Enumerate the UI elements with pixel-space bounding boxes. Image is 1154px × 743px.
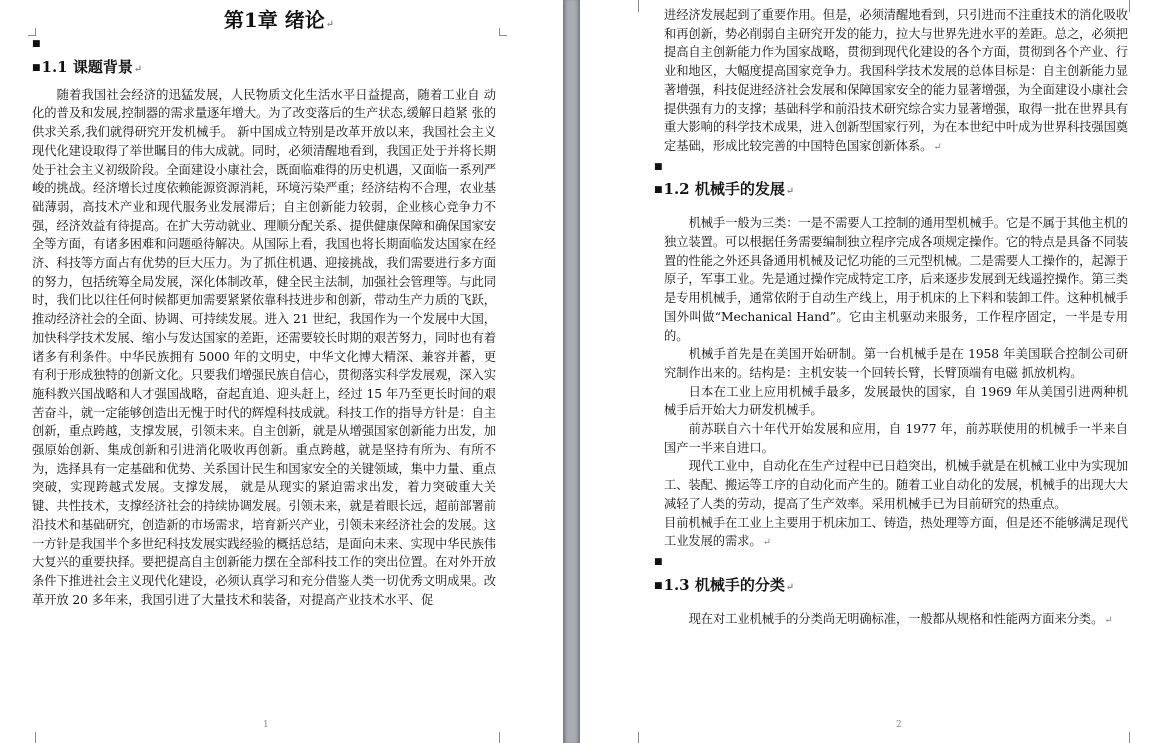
page-1-body: [32, 0, 496, 609]
page-gap: [563, 0, 580, 743]
bullet-marker-icon: ■: [654, 185, 663, 196]
crop-mark: [35, 732, 36, 743]
crop-mark: [638, 0, 639, 12]
return-mark-icon: ↵: [933, 141, 942, 153]
page-number: 2: [896, 720, 902, 730]
crop-mark: [499, 35, 507, 36]
body-paragraph: [664, 610, 1128, 631]
body-paragraph: [664, 214, 1128, 345]
section-heading: [654, 176, 1128, 202]
chapter-title-text: 第1章 绪论: [223, 8, 325, 32]
return-mark-icon: ↵: [785, 581, 795, 593]
bullet-marker-icon: ■: [654, 580, 663, 591]
paragraph-text: 进经济发展起到了重要作用。但是，必须清醒地看到，只引进而不注重技术的消化吸收和再创新，势必削弱自主研究开发的能力，拉大与世界先进水平的差距。总之，必须把提高自主创新能力作为国家战略，贯彻到现代化建设的各个方面，贯彻到各个产业、行业和地区，大幅度提高国家竞争力。我国科学技术发展的总体目标是：自主创新能力显著增强，科技促进经济社会发展和保障国家安全的能力显著增强，为全面建设小康社会提供强有力的支撑；基础科学和前沿技术研究综合实力显著增强，取得一批在世界具有重大影响的科学技术成果，进入创新型国家行列，为在本世纪中叶成为世界科技强国奠定基础，形成比较完善的中国特色国家创新体系。: [664, 8, 1128, 153]
empty-paragraph: [32, 35, 496, 54]
return-mark-icon: ↵: [133, 63, 143, 75]
return-mark-icon: ↵: [785, 186, 795, 198]
body-paragraph: [664, 345, 1128, 382]
chapter-title: [32, 5, 496, 35]
empty-paragraph: [654, 158, 1128, 177]
crop-mark: [1129, 732, 1130, 743]
body-paragraph: [664, 6, 1128, 158]
return-mark-icon: ↵: [1104, 614, 1113, 626]
paragraph-text: 机械手一般为三类：一是不需要人工控制的通用型机械手。它是不属于其他主机的独立装置。可以根据任务需要编制独立程序完成各项规定操作。它的特点是具备不同装置的性能之外还具备通用机械及记忆功能的三元型机械。二是需要人工操作的，起源于原子，军事工业。先是通过操作完成特定工序，后来逐步发展到无线遥控操作。第三类是专用机械手，通常依附于自动生产线上，用于机床的上下料和装卸工件。这种机械手国外叫做“Mechanical Hand”。它由主机驱动来服务，工作程序固定，一半是专用的。: [664, 216, 1128, 343]
section-heading-text: 1.2 机械手的发展: [663, 180, 785, 199]
paragraph-text: 现代工业中，自动化在生产过程中已日趋突出，机械手就是在机械工业中为实现加工、装配、搬运等工序的自动化而产生的。随着工业自动化的发展，机械手的出现大大减轻了人类的劳动，提高了生产效率。采用机械手已为目前研究的热重点。: [664, 459, 1128, 511]
crop-mark: [638, 732, 639, 743]
page-number: 1: [263, 720, 269, 730]
document-page-1: [0, 0, 563, 743]
empty-paragraph: [654, 553, 1128, 572]
paragraph-text: 目前机械手在工业上主要用于机床加工、铸造，热处理等方面，但是还不能够满足现代工业发展的需求。: [664, 515, 1128, 549]
section-heading: [654, 572, 1128, 598]
body-paragraph: [32, 86, 496, 610]
bullet-marker-icon: ■: [654, 556, 663, 567]
body-paragraph: [664, 514, 1128, 553]
crop-mark: [499, 732, 500, 743]
body-paragraph: [664, 420, 1128, 457]
section-heading-text: 1.3 机械手的分类: [663, 575, 785, 594]
return-mark-icon: ↵: [325, 19, 335, 30]
document-page-2: [580, 0, 1154, 743]
bullet-marker-icon: ■: [32, 39, 41, 49]
return-mark-icon: ↵: [762, 537, 771, 549]
body-paragraph: [664, 383, 1128, 420]
page-2-body: [654, 0, 1128, 630]
bullet-marker-icon: ■: [32, 62, 41, 73]
paragraph-text: 日本在工业上应用机械手最多，发展最快的国家，自 1969 年从美国引进两种机械手后开始大力研发机械手。: [664, 384, 1128, 418]
bullet-marker-icon: ■: [654, 161, 663, 172]
body-paragraph: [664, 457, 1128, 513]
paragraph-text: 现在对工业机械手的分类尚无明确标准，一般都从规格和性能两方面来分类。: [688, 611, 1104, 626]
section-heading: [32, 54, 496, 80]
paragraph-text: 机械手首先是在美国开始研制。第一台机械手是在 1958 年美国联合控制公司研究制作出来的。结构是：主机安装一个回转长臂，长臂顶端有电磁 抓放机构。: [664, 347, 1128, 380]
crop-mark: [1129, 0, 1130, 12]
paragraph-text: 前苏联自六十年代开始发展和应用，自 1977 年，前苏联使用的机械手一半来自国产一半来自进口。: [664, 422, 1128, 455]
section-heading-text: 1.1 课题背景: [41, 57, 133, 76]
paragraph-text: 随着我国社会经济的迅猛发展，人民物质文化生活水平日益提高，随着工业自 动化的普及和发展,控制器的需求量逐年增大。为了改变落后的生产状态,缓解日趋紧 张的供求关系,我们就得研究开发机械手。 新中国成立特别是改革开放以来，我国社会主义现代化建设取得了举世瞩目的伟大成就。同时，必须清醒地看到，我国正处于并将长期处于社会主义初级阶段。全面建设小康社会，既面临难得的历史机遇，又面临一系列严峻的挑战。经济增长过度依赖能源资源消耗，环境污染严重；经济结构不合理，农业基础薄弱，高技术产业和现代服务业发展滞后；自主创新能力较弱，企业核心竞争力不强，经济效益有待提高。在扩大劳动就业、理顺分配关系、提供健康保障和确保国家安全等方面，有诸多困难和问题亟待解决。从国际上看，我国也将长期面临发达国家在经济、科技等方面占有优势的巨大压力。为了抓住机遇、迎接挑战，我们需要进行多方面的努力，包括统筹全局发展，深化体制改革，健全民主法制，加强社会管理等。与此同时，我们比以往任何时候都更加需要紧紧依靠科技进步和创新，带动生产力质的飞跃，推动经济社会的全面、协调、可持续发展。进入 21 世纪，我国作为一个发展中大国，加快科学技术发展、缩小与发达国家的差距，还需要较长时期的艰苦努力，同时也有着诸多有利条件。中华民族拥有 5000 年的文明史，中华文化博大精深、兼容并蓄，更有利于形成独特的创新文化。只要我们增强民族自信心，贯彻落实科学发展观，深入实施科教兴国战略和人才强国战略，奋起直追、迎头赶上，经过 15 年乃至更长时间的艰苦奋斗，就一定能够创造出无愧于时代的辉煌科技成就。科技工作的指导方针是：自主创新，重点跨越，支撑发展，引领未来。自主创新，就是从增强国家创新能力出发，加强原始创新、集成创新和引进消化吸收再创新。重点跨越，就是坚持有所为、有所不为，选择具有一定基础和优势、关系国计民生和国家安全的关键领域，集中力量、重点突破，实现跨越式发展。支撑发展， 就是从现实的紧迫需求出发，着力突破重大关键、共性技术，支撑经济社会的持续协调发展。引领未来，就是着眼长远，超前部署前沿技术和基础研究，创造新的市场需求，培育新兴产业，引领未来经济社会的发展。这一方针是我国半个多世纪科技发展实践经验的概括总结，是面向未来、实现中华民族伟大复兴的重要抉择。要把提高自主创新能力摆在全部科技工作的突出位置。在对外开放条件下推进社会主义现代化建设，必须认真学习和充分借鉴人类一切优秀文明成果。改革开放 20 多年来，我国引进了大量技术和装备，对提高产业技术水平、促: [32, 87, 496, 607]
